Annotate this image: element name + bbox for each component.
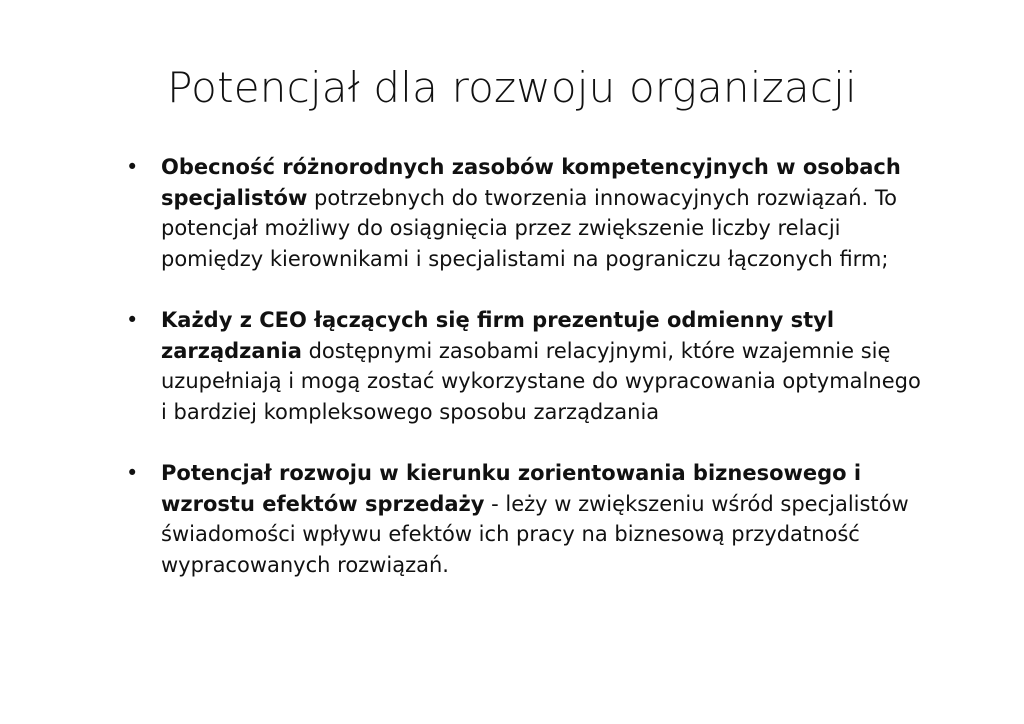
bullet-2-text: dostępnymi zasobami relacyjnymi, które wzajemnie się uzupełniają i mogą zostać wykorzystane do wypracowania optymalnego i bardziej kompleksowego sposobu zarządzania <box>161 338 921 424</box>
bullet-item-3 <box>126 458 926 580</box>
bullet-3-text: - leży w zwiększeniu wśród specjalistów świadomości wpływu efektów ich pracy na biznesową przydatność wypracowanych rozwiązań. <box>161 491 909 577</box>
bullet-item-2 <box>126 305 926 427</box>
bullet-3-bold-text: Potencjał rozwoju w kierunku zorientowania biznesowego i wzrostu efektów sprzedaży <box>161 461 862 516</box>
bullet-list <box>126 152 926 580</box>
slide-title: Potencjał dla rozwoju organizacji <box>167 63 857 112</box>
bullet-1-text: potrzebnych do tworzenia innowacyjnych rozwiązań. To potencjał możliwy do osiągnięcia przez zwiększenie liczby relacji pomiędzy kierownikami i specjalistami na pograniczu łączonych firm; <box>161 185 897 271</box>
bullet-icon: • <box>126 155 139 179</box>
bullet-item-1 <box>126 152 926 274</box>
bullet-1-bold-text: Obecność różnorodnych zasobów kompetencyjnych w osobach specjalistów <box>161 155 901 210</box>
bullet-icon: • <box>126 308 139 332</box>
bullet-icon: • <box>126 461 139 485</box>
bullet-2-bold-text: Każdy z CEO łączących się firm prezentuje odmienny styl zarządzania <box>161 308 835 363</box>
